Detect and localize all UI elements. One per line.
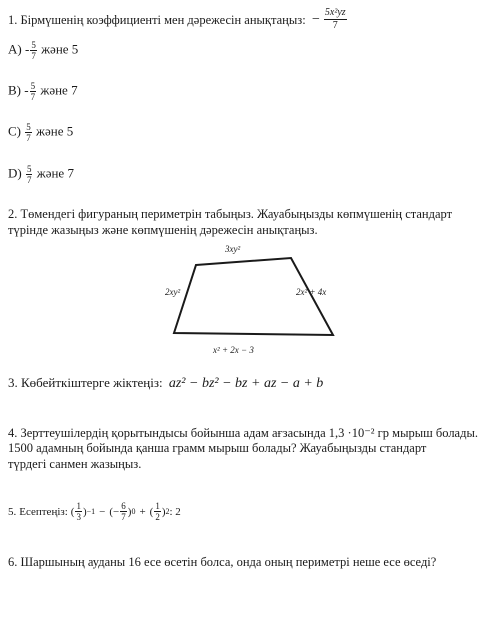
option-sign: - (24, 82, 29, 98)
q5-exponent-1: −1 (86, 507, 96, 516)
option-num: 5 (26, 164, 32, 174)
q4-line1 (8, 425, 478, 441)
q5-sign-2: − (113, 505, 120, 518)
q1-text: Бірмүшенің коэффициенті мен дәрежесін анықтаңыз: (20, 13, 306, 27)
option-sign: - (24, 41, 30, 57)
option-den: 7 (30, 92, 36, 102)
option-den: 7 (26, 175, 32, 185)
option-letter: B) (8, 82, 21, 98)
option-letter: A) (8, 41, 22, 57)
q2-number: 2. (8, 207, 18, 221)
q6-number: 6. (8, 555, 18, 569)
option-letter: D) (8, 165, 22, 181)
option-letter: C) (8, 123, 21, 139)
figure-label-bottom: x² + 2x − 3 (213, 345, 254, 355)
q5-fraction-2 (120, 501, 127, 522)
q5-fraction-1 (75, 501, 82, 522)
q1-expr-sign: − (312, 11, 320, 27)
option-den: 7 (26, 133, 31, 143)
q5-exponent-3: 2 (165, 507, 170, 516)
q1-number: 1. (8, 13, 18, 27)
option-rest: және 7 (36, 165, 74, 181)
q5-number: 5. (8, 505, 17, 518)
q5-text: Есептеңіз: (19, 505, 68, 518)
q2-text-line1: Төмендегі фигураның периметрін табыңыз. Жауабыңызды көпмүшенің стандарт (20, 207, 453, 221)
q5-exponent-2: 0 (131, 507, 136, 516)
fraction-num: 6 (121, 501, 126, 511)
figure-label-left: 2xy² (165, 287, 181, 297)
option-rest: және 7 (40, 82, 78, 98)
option-num: 5 (30, 81, 36, 91)
q3-expression: az² − bz² − bz + az − a + b (168, 376, 324, 391)
q5-line: 5. Есептеңіз: ( $\frac{1}{3}$ ) −1 − ( − $\frac{6}{7}$ ) 0 + ( $\frac{1}{2}$ ) 2 : 2 (8, 501, 181, 522)
q4-text-line3: түрдегі санмен жазыңыз. (8, 457, 142, 471)
figure-label-top: 3xy² (225, 244, 241, 254)
q1-expr-den: 7 (332, 20, 338, 31)
option-rest: және 5 (41, 41, 79, 57)
option-num: 5 (26, 122, 31, 132)
q6-text: Шаршының ауданы 16 есе өсетін болса, онда оның периметрі неше есе өседі? (20, 555, 437, 569)
q4-text-line2: 1500 адамның бойында қанша грамм мырыш болады? Жауабыңызды стандарт (8, 441, 427, 455)
fraction-den: 3 (76, 512, 81, 522)
q3-number: 3. (8, 375, 18, 390)
q3-text: Көбейткіштерге жіктеңіз: (21, 375, 163, 390)
q4-number: 4. (8, 426, 18, 440)
q2-text-line2: түрінде жазыңыз және көпмүшенің дәрежесін анықтаңыз. (8, 223, 318, 237)
q5-operator-1: − (99, 505, 106, 518)
fraction-num: 1 (76, 501, 81, 511)
fraction-den: 2 (155, 512, 160, 522)
q5-operator-2: + (139, 505, 146, 518)
option-num: 5 (31, 40, 36, 50)
q4-text-line1: Зерттеушілердің қорытындысы бойынша адам ағзасында 1,3 ·10⁻² гр мырыш болады. (20, 426, 478, 440)
q6-line (8, 555, 436, 570)
option-rest: және 5 (36, 123, 74, 139)
figure-label-right: 2x² + 4x (296, 287, 327, 297)
option-den: 7 (31, 51, 36, 61)
q5-fraction-3 (154, 501, 161, 522)
fraction-num: 1 (155, 501, 160, 511)
q5-tail: : 2 (169, 505, 181, 518)
q1-expr-num: 5x²yz (324, 7, 346, 18)
fraction-den: 7 (121, 512, 126, 522)
q3-line (8, 375, 323, 392)
